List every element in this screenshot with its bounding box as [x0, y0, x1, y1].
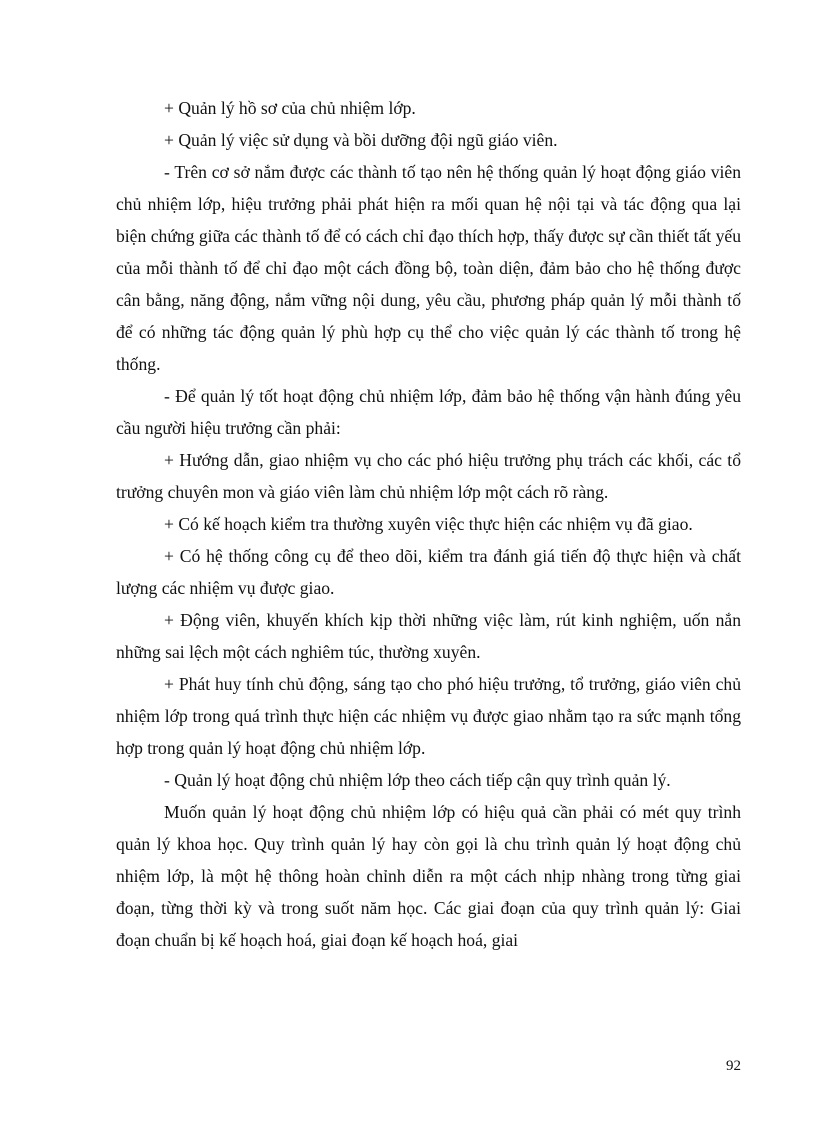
page-number: 92	[726, 1058, 741, 1074]
paragraph-10: - Quản lý hoạt động chủ nhiệm lớp theo cách tiếp cận quy trình quản lý.	[164, 770, 671, 790]
paragraph-6: + Có kế hoạch kiểm tra thường xuyên việc thực hiện các nhiệm vụ đã giao.	[164, 514, 693, 534]
paragraph-8: + Động viên, khuyến khích kịp thời những việc làm, rút kinh nghiệm, uốn nắn những sai lệch một cách nghiêm túc, thường xuyên.	[116, 610, 741, 662]
paragraph-3: - Trên cơ sở nắm được các thành tố tạo nên hệ thống quản lý hoạt động giáo viên chủ nhiệm lớp, hiệu trưởng phải phát hiện ra mối quan hệ nội tại và tác động qua lại biện chứng giữa các thành tố để có cách chỉ đạo thích hợp, thấy được sự cần thiết tất yếu của mỗi thành tố để chỉ đạo một cách đồng bộ, toàn diện, đảm bảo cho hệ thống được cân bằng, năng động, nắm vững nội dung, yêu cầu, phương pháp quản lý mỗi thành tố để có những tác động quản lý phù hợp cụ thể cho việc quản lý các thành tố trong hệ thống.	[116, 162, 741, 374]
paragraph-4: - Để quản lý tốt hoạt động chủ nhiệm lớp, đảm bảo hệ thống vận hành đúng yêu cầu người hiệu trưởng cần phải:	[116, 386, 741, 438]
paragraph-2: + Quản lý việc sử dụng và bồi dưỡng đội ngũ giáo viên.	[164, 130, 558, 150]
page-body	[116, 92, 741, 956]
paragraph-1: + Quản lý hồ sơ của chủ nhiệm lớp.	[164, 98, 416, 118]
paragraph-9: + Phát huy tính chủ động, sáng tạo cho phó hiệu trưởng, tổ trưởng, giáo viên chủ nhiệm lớp trong quá trình thực hiện các nhiệm vụ được giao nhằm tạo ra sức mạnh tổng hợp trong quản lý hoạt động chủ nhiệm lớp.	[116, 674, 741, 758]
paragraph-5: + Hướng dẫn, giao nhiệm vụ cho các phó hiệu trưởng phụ trách các khối, các tổ trưởng chuyên mon và giáo viên làm chủ nhiệm lớp một cách rõ ràng.	[116, 450, 741, 502]
paragraph-7: + Có hệ thống công cụ để theo dõi, kiểm tra đánh giá tiến độ thực hiện và chất lượng các nhiệm vụ được giao.	[116, 546, 741, 598]
paragraph-11: Muốn quản lý hoạt động chủ nhiệm lớp có hiệu quả cần phải có mét quy trình quản lý khoa học. Quy trình quản lý hay còn gọi là chu trình quản lý hoạt động chủ nhiệm lớp, là một hệ thông hoàn chỉnh diễn ra một cách nhịp nhàng trong từng giai đoạn, từng thời kỳ và trong suốt năm học. Các giai đoạn của quy trình quản lý: Giai đoạn chuẩn bị kế hoạch hoá, giai đoạn kế hoạch hoá, giai	[116, 802, 741, 950]
